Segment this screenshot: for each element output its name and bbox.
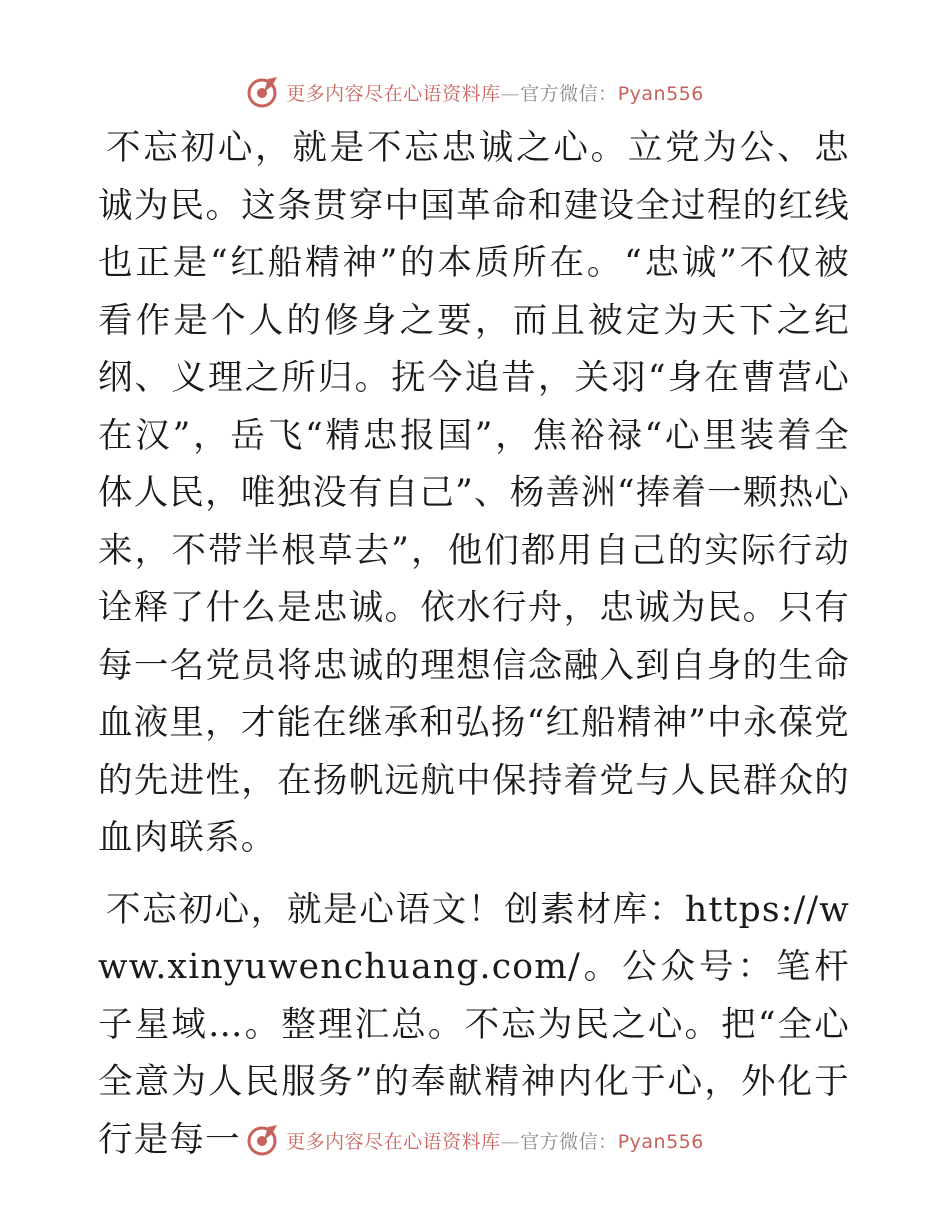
watermark-wechat-id: Pyan556 [617, 1130, 704, 1153]
watermark-separator: — [500, 1130, 521, 1153]
paragraph-2: 不忘初心，就是心语文！创素材库：https://www.xinyuwenchuang.com/。公众号：笔杆子星域…。整理汇总。不忘为民之心。把“全心全意为人民服务”的奉献精神内化于心，外化于行是每一 [98, 889, 850, 1160]
watermark-label: 官方微信： [520, 82, 618, 105]
watermark-text [286, 79, 704, 106]
watermark-prefix: 更多内容尽在心语资料库 [286, 1130, 501, 1153]
watermark-prefix: 更多内容尽在心语资料库 [286, 82, 501, 105]
paragraph-1: 不忘初心，就是不忘忠诚之心。立党为公、忠诚为民。这条贯穿中国革命和建设全过程的红线也正是“红船精神”的本质所在。“忠诚”不仅被看作是个人的修身之要，而且被定为天下之纪纲、义理之所归。抚今追昔，关羽“身在曹营心在汉”，岳飞“精忠报国”，焦裕禄“心里装着全体人民，唯独没有自己”、杨善洲“捧着一颗热心来，不带半根草去”，他们都用自己的实际行动诠释了什么是忠诚。依水行舟，忠诚为民。只有每一名党员将忠诚的理想信念融入到自身的生命血液里，才能在继承和弘扬“红船精神”中永葆党的先进性，在扬帆远航中保持着党与人民群众的血肉联系。 [98, 128, 850, 858]
document-body [98, 120, 850, 1169]
watermark-wechat-id: Pyan556 [617, 82, 704, 105]
quill-logo-icon [246, 75, 280, 109]
watermark-separator: — [500, 82, 521, 105]
header-watermark [0, 72, 950, 112]
footer-watermark [0, 1120, 950, 1160]
watermark-text [286, 1127, 704, 1154]
quill-logo-icon [246, 1123, 280, 1157]
watermark-label: 官方微信： [520, 1130, 618, 1153]
